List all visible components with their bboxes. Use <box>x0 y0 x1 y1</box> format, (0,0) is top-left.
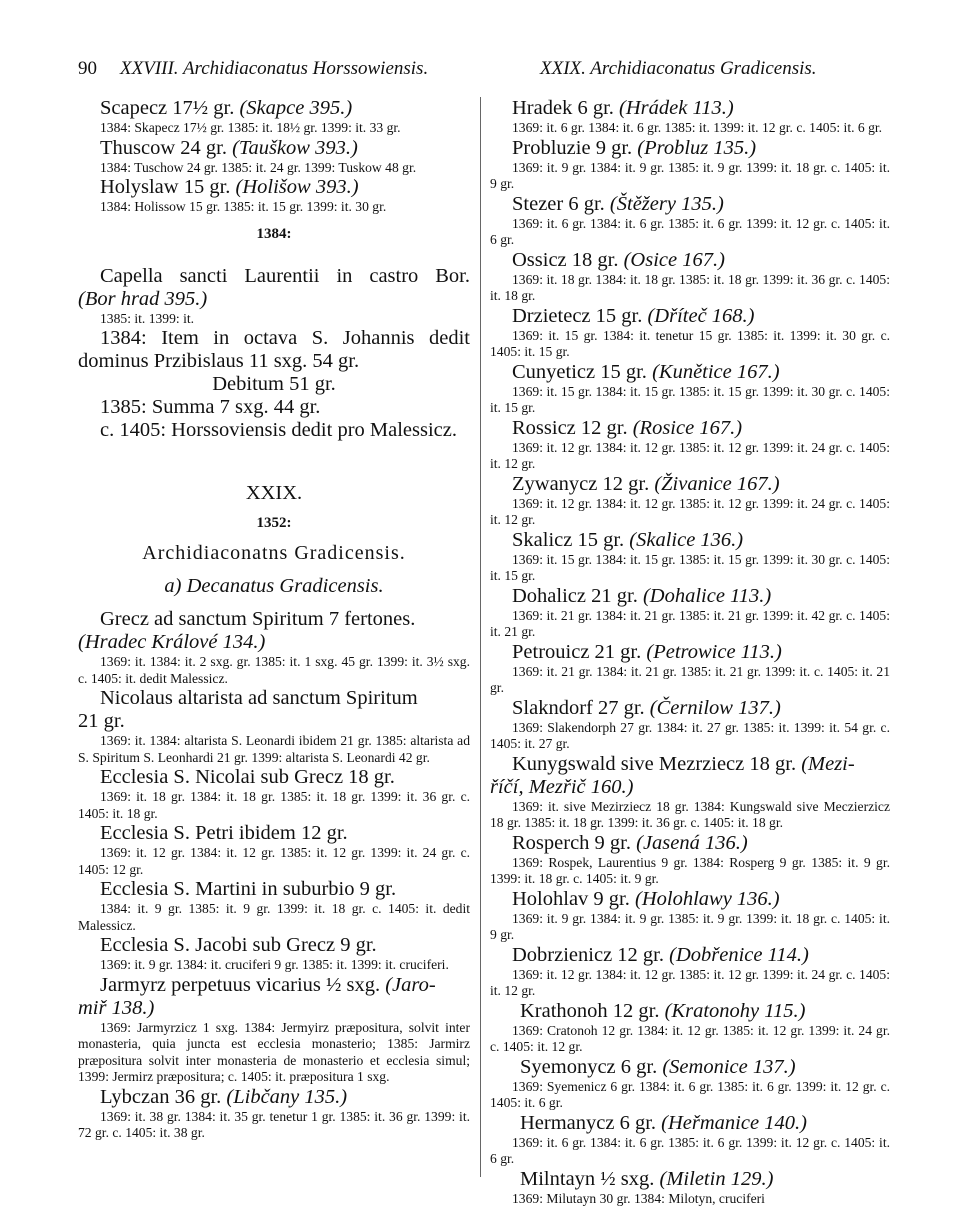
note-kunygswald: 1369: it. sive Mezirziecz 18 gr. 1384: Kungswald sive Meczierzicz 18 gr. 1385: it. 18 gr. 1399: it. 36 gr. c. 1405: it. 18 gr. <box>490 798 890 830</box>
note-rosperch: 1369: Rospek, Laurentius 9 gr. 1384: Rosperg 9 gr. 1385: it. 9 gr. 1399: it. 18 gr. c. 1405: it. 9 gr. <box>490 854 890 886</box>
entry-slakndorf: Slakndorf 27 gr. (Černilow 137.) <box>512 696 781 719</box>
note-hradek: 1369: it. 6 gr. 1384: it. 6 gr. 1385: it. 1399: it. 12 gr. c. 1405: it. 6 gr. <box>512 120 883 135</box>
entry-rosperch: Rosperch 9 gr. (Jasená 136.) <box>512 831 748 854</box>
entry-milntayn: Milntayn ½ sxg. (Miletin 129.) <box>520 1167 774 1190</box>
entry-cunyeticz: Cunyeticz 15 gr. (Kunětice 167.) <box>512 360 780 383</box>
note-dohalicz: 1369: it. 21 gr. 1384: it. 21 gr. 1385: it. 21 gr. 1399: it. 42 gr. c. 1405: it. 21 gr. <box>490 607 890 639</box>
entry-krathonoh: Krathonoh 12 gr. (Kratonohy 115.) <box>520 999 806 1022</box>
note-probluzie: 1369: it. 9 gr. 1384: it. 9 gr. 1385: it. 9 gr. 1399: it. 18 gr. c. 1405: it. 9 gr. <box>490 159 890 191</box>
entry-grecz: Grecz ad sanctum Spiritum 7 fertones. <box>100 608 416 630</box>
note-holyslaw: 1384: Holissow 15 gr. 1385: it. 15 gr. 1399: it. 30 gr. <box>100 199 387 214</box>
running-header-left: XXVIII. Archidiaconatus Horssowiensis. <box>120 58 429 79</box>
entry-grecz-modern: (Hradec Králové 134.) <box>78 631 266 653</box>
page-number: 90 <box>78 58 97 79</box>
entry-scapecz: Scapecz 17½ gr. (Skapce 395.) <box>100 97 353 119</box>
entry-probluzie: Probluzie 9 gr. (Probluz 135.) <box>512 136 757 159</box>
year-heading-1352: 1352: <box>256 515 292 531</box>
note-jarmyrz: 1369: Jarmyrzicz 1 sxg. 1384: Jermyirz præpositura, solvit inter monasteria, quia juncta est ecclesia monasterio; 1385: Jarmirz præpositura solvit inter monasteria de monasterio et ecclesia simul; 1399: Jermirz præpositura; c. 1405: it. præpositura 1 sxg. <box>78 1019 470 1084</box>
note-ossicz: 1369: it. 18 gr. 1384: it. 18 gr. 1385: it. 18 gr. 1399: it. 36 gr. c. 1405: it. 18 gr. <box>490 271 890 303</box>
entry-nicolaus-cont: 21 gr. <box>78 710 125 732</box>
capella-summa-1385: 1385: Summa 7 sxg. 44 gr. <box>100 396 321 418</box>
note-jacobi: 1369: it. 9 gr. 1384: it. cruciferi 9 gr. 1385: it. 1399: it. cruciferi. <box>100 957 449 972</box>
entry-holyslaw: Holyslaw 15 gr. (Holišow 393.) <box>100 176 359 198</box>
entry-jacobi: Ecclesia S. Jacobi sub Grecz 9 gr. <box>100 934 377 956</box>
entry-kunygswald: Kunygswald sive Mezrziecz 18 gr. (Mezi- <box>512 752 855 775</box>
entry-petrouicz: Petrouicz 21 gr. (Petrowice 113.) <box>512 640 782 663</box>
entry-dohalicz: Dohalicz 21 gr. (Dohalice 113.) <box>512 584 772 607</box>
note-syemonycz: 1369: Syemenicz 6 gr. 1384: it. 6 gr. 1385: it. 6 gr. 1399: it. 12 gr. c. 1405: it. 6 gr. <box>490 1078 890 1110</box>
note-capella: 1385: it. 1399: it. <box>100 310 195 326</box>
right-column <box>490 97 890 1207</box>
section-title: Archidiaconatns Gradicensis. <box>142 542 406 564</box>
note-petrouicz: 1369: it. 21 gr. 1384: it. 21 gr. 1385: it. 21 gr. 1399: it. c. 1405: it. 21 gr. <box>490 663 890 695</box>
entry-thuscow: Thuscow 24 gr. (Taušk​ow 393.) <box>100 136 358 159</box>
entry-stezer: Stezer 6 gr. (Štěžery 135.) <box>512 192 724 215</box>
entry-rossicz: Rossicz 12 gr. (Rosice 167.) <box>512 416 743 439</box>
note-hermanycz: 1369: it. 6 gr. 1384: it. 6 gr. 1385: it. 6 gr. 1399: it. 12 gr. c. 1405: it. 6 gr. <box>490 1134 890 1166</box>
entry-dobrzienicz: Dobrzienicz 12 gr. (Dobřenice 114.) <box>512 943 809 966</box>
note-cunyeticz: 1369: it. 15 gr. 1384: it. 15 gr. 1385: it. 15 gr. 1399: it. 30 gr. c. 1405: it. 15 gr. <box>490 383 890 415</box>
entry-hermanycz: Hermanycz 6 gr. (Heřmanice 140.) <box>520 1111 807 1134</box>
entry-nicolai: Ecclesia S. Nicolai sub Grecz 18 gr. <box>100 766 395 788</box>
entry-hradek: Hradek 6 gr. (Hrádek 113.) <box>512 97 734 119</box>
capella-debitum: Debitum 51 gr. <box>212 373 336 395</box>
note-zywanycz: 1369: it. 12 gr. 1384: it. 12 gr. 1385: it. 12 gr. 1399: it. 24 gr. c. 1405: it. 12 gr. <box>490 495 890 527</box>
note-krathonoh: 1369: Cratonoh 12 gr. 1384: it. 12 gr. 1385: it. 12 gr. 1399: it. 24 gr. c. 1405: it. 12 gr. <box>490 1022 890 1054</box>
note-thuscow: 1384: Tuschow 24 gr. 1385: it. 24 gr. 1399: Tuskow 48 gr. <box>100 159 417 175</box>
note-dobrzienicz: 1369: it. 12 gr. 1384: it. 12 gr. 1385: it. 12 gr. 1399: it. 24 gr. c. 1405: it. 12 gr. <box>490 966 890 998</box>
capella-modern-name: (Bor hrad 395.) <box>78 287 208 310</box>
entry-ossicz: Ossicz 18 gr. (Osice 167.) <box>512 248 725 271</box>
entry-skalicz: Skalicz 15 gr. (Skalice 136.) <box>512 528 744 551</box>
entry-jarmyrz-cont: miř 138.) <box>78 996 155 1019</box>
section-number: XXIX. <box>245 482 303 504</box>
entry-holohlav: Holohlav 9 gr. (Holohlawy 136.) <box>512 887 780 910</box>
note-drzietecz: 1369: it. 15 gr. 1384: it. tenetur 15 gr. 1385: it. 1399: it. 30 gr. c. 1405: it. 15 gr. <box>490 327 890 359</box>
entry-drzietecz: Drzietecz 15 gr. (Dříteč 168.) <box>512 304 755 327</box>
capella-1405: c. 1405: Horssoviensis dedit pro Malessicz. <box>100 419 457 441</box>
capella-text-1384: 1384: Item in octava S. Johannis dedit dominus Przibislaus 11 sxg. 54 gr. <box>78 327 470 372</box>
note-martini: 1384: it. 9 gr. 1385: it. 9 gr. 1399: it. 18 gr. c. 1405: it. dedit Malessicz. <box>78 901 470 933</box>
note-grecz: 1369: it. 1384: it. 2 sxg. gr. 1385: it. 1 sxg. 45 gr. 1399: it. 3½ sxg. c. 1405: it. dedit Malessicz. <box>78 654 470 686</box>
note-nicolaus: 1369: it. 1384: altarista S. Leonardi ibidem 21 gr. 1385: altarista ad S. Spiritum S. Leonhardi 21 gr. 1399: altarista S. Leonardi 42 gr. <box>78 733 470 765</box>
year-heading-1384: 1384: <box>256 225 292 242</box>
note-scapecz: 1384: Skapecz 17½ gr. 1385: it. 18½ gr. 1399: it. 33 gr. <box>100 120 401 135</box>
subsection-title: a) Decanatus Gradicensis. <box>164 575 384 597</box>
note-rossicz: 1369: it. 12 gr. 1384: it. 12 gr. 1385: it. 12 gr. 1399: it. 24 gr. c. 1405: it. 12 gr. <box>490 439 890 471</box>
entry-syemonycz: Syemonycz 6 gr. (Semonice 137.) <box>520 1055 796 1078</box>
entry-kunygswald-cont: říčí, Mezřič 160.) <box>490 775 634 798</box>
note-slakndorf: 1369: Slakendorph 27 gr. 1384: it. 27 gr. 1385: it. 1399: it. 54 gr. c. 1405: it. 27 gr. <box>490 719 890 751</box>
capella-title: Capella sancti Laurentii in castro Bor. <box>100 264 470 287</box>
left-column <box>78 97 470 1142</box>
entry-martini: Ecclesia S. Martini in suburbio 9 gr. <box>100 878 397 900</box>
note-skalicz: 1369: it. 15 gr. 1384: it. 15 gr. 1385: it. 15 gr. 1399: it. 30 gr. c. 1405: it. 15 gr. <box>490 551 890 583</box>
entry-jarmyrz: Jarmyrz perpetuus vicarius ½ sxg. (Jaro- <box>100 973 436 996</box>
note-petri: 1369: it. 12 gr. 1384: it. 12 gr. 1385: it. 12 gr. 1399: it. 24 gr. c. 1405: 12 gr. <box>78 845 470 877</box>
entry-lybczan: Lybczan 36 gr. (Libčany 135.) <box>100 1085 348 1108</box>
entry-nicolaus: Nicolaus altarista ad sanctum Spiritum <box>100 687 418 709</box>
note-lybczan: 1369: it. 38 gr. 1384: it. 35 gr. tenetur 1 gr. 1385: it. 36 gr. 1399: it. 72 gr. c. 1405: it. 38 gr. <box>78 1108 470 1140</box>
note-milntayn: 1369: Milutayn 30 gr. 1384: Milotyn, cruciferi <box>512 1190 765 1206</box>
entry-petri: Ecclesia S. Petri ibidem 12 gr. <box>100 822 348 844</box>
entry-zywanycz: Zywanycz 12 gr. (Živanice 167.) <box>512 472 780 495</box>
note-nicolai: 1369: it. 18 gr. 1384: it. 18 gr. 1385: it. 18 gr. 1399: it. 36 gr. c. 1405: it. 18 gr. <box>78 789 470 821</box>
running-header-right: XXIX. Archidiaconatus Gradicensis. <box>540 58 817 79</box>
column-divider <box>480 97 481 1177</box>
note-stezer: 1369: it. 6 gr. 1384: it. 6 gr. 1385: it. 6 gr. 1399: it. 12 gr. c. 1405: it. 6 gr. <box>490 215 890 247</box>
note-holohlav: 1369: it. 9 gr. 1384: it. 9 gr. 1385: it. 9 gr. 1399: it. 18 gr. c. 1405: it. 9 gr. <box>490 910 890 942</box>
